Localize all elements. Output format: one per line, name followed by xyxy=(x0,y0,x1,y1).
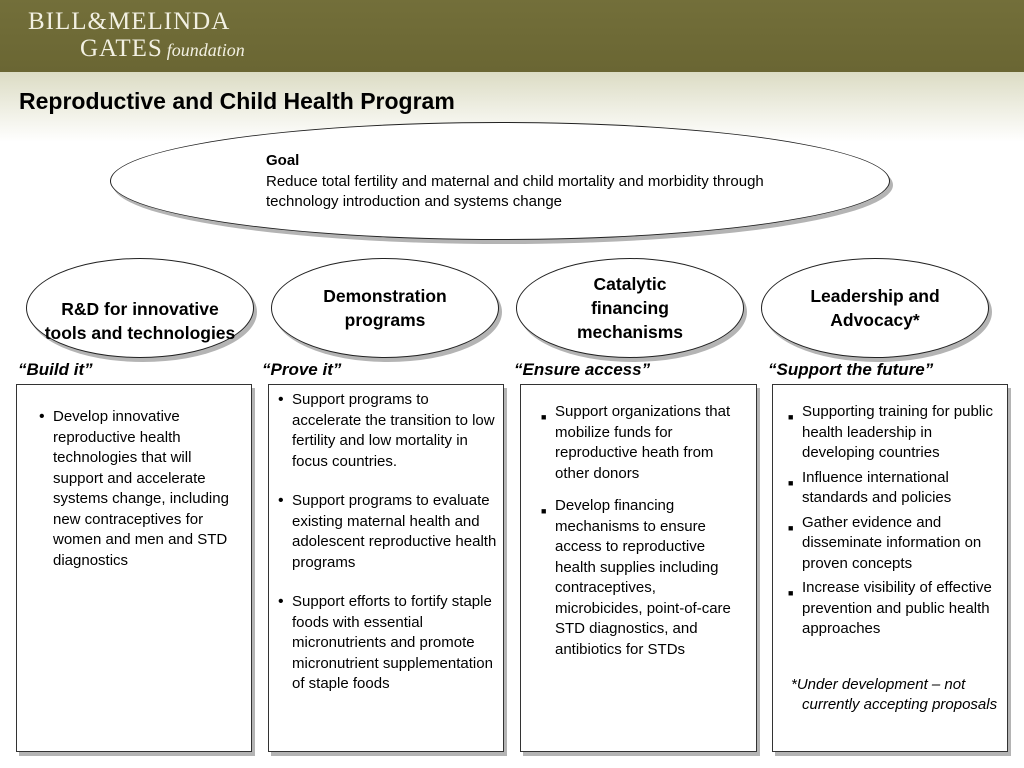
list-item-text: Support programs to evaluate existing maternal health and adolescent reproductive health programs xyxy=(292,492,497,571)
pillar-label-demonstration xyxy=(271,258,499,358)
pillar-label-rd: R&D for innovative tools and technologies xyxy=(44,299,236,343)
page-title: Reproductive and Child Health Program xyxy=(19,88,455,114)
list-item xyxy=(541,402,747,484)
list-item-text: Support organizations that mobilize funds for reproductive heath from other donors xyxy=(555,403,731,482)
list-item-text: Supporting training for public health leadership in developing countries xyxy=(802,403,993,461)
bullet-square-icon: ■ xyxy=(788,522,794,533)
pillar-label-financing xyxy=(516,258,744,358)
column-text-rd xyxy=(39,407,239,571)
column-text-financing xyxy=(541,402,747,660)
logo-line2 xyxy=(80,35,245,63)
pillar-label-financing-text: Catalytic financing mechanisms xyxy=(576,274,684,342)
column-text-leadership xyxy=(788,402,1002,716)
bullet-dot-icon: • xyxy=(278,492,284,509)
list-item xyxy=(278,390,502,472)
bullet-square-icon: ■ xyxy=(788,477,794,488)
list-item xyxy=(788,513,1002,575)
list-item-text: Develop financing mechanisms to ensure access to reproductive health supplies including contraceptives, microbicides, point-of-care STD diagnostics, and antibiotics for STDs xyxy=(555,497,731,658)
list-item-text: Support efforts to fortify staple foods with essential micronutrients and promote micronutrient supplementation of staple foods xyxy=(292,593,493,692)
bullet-dot-icon: • xyxy=(39,408,45,425)
bullet-square-icon: ■ xyxy=(788,588,794,598)
logo-line1: BILL&MELINDA xyxy=(28,8,231,35)
list-item xyxy=(278,491,502,573)
list-item-text: Influence international standards and policies xyxy=(802,468,952,506)
list-item-text: Support programs to accelerate the transition to low fertility and low mortality in focus countries. xyxy=(292,391,495,470)
goal-description: Reduce total fertility and maternal and child mortality and morbidity through technology introduction and systems change xyxy=(266,172,764,210)
list-item-text: Increase visibility of effective prevention and public health approaches xyxy=(802,579,992,637)
pillar-label-demonstration-text: Demonstration programs xyxy=(323,286,447,330)
bullet-square-icon: ■ xyxy=(541,412,547,422)
tagline-ensure-access: “Ensure access” xyxy=(514,360,651,379)
foundation-logo xyxy=(28,8,245,62)
under-development-note: *Under development – not currently accepting proposals xyxy=(791,675,998,713)
list-item xyxy=(788,578,1002,640)
pillar-label-leadership-text: Leadership and Advocacy* xyxy=(810,286,940,330)
tagline-build-it: “Build it” xyxy=(18,360,93,379)
list-item xyxy=(788,468,1002,509)
pillar-label-leadership xyxy=(761,258,989,358)
column-text-demonstration xyxy=(278,390,502,695)
list-item xyxy=(788,402,1002,464)
bullet-dot-icon: • xyxy=(278,593,284,610)
goal-text-block xyxy=(266,151,766,213)
logo-foundation: foundation xyxy=(166,40,245,60)
bullet-square-icon: ■ xyxy=(788,412,794,422)
list-item-text: Develop innovative reproductive health technologies that will support and accelerate systems change, including new contraceptives for women and men and STD diagnostics xyxy=(53,408,229,569)
list-item xyxy=(278,592,502,695)
tagline-support-future: “Support the future” xyxy=(768,360,934,379)
bullet-square-icon: ■ xyxy=(541,506,547,516)
logo-gates: GATES xyxy=(80,35,163,62)
list-item xyxy=(541,496,747,660)
tagline-prove-it: “Prove it” xyxy=(262,360,342,379)
goal-label: Goal xyxy=(266,152,300,169)
list-item-text: Gather evidence and disseminate information on proven concepts xyxy=(802,513,982,572)
list-item xyxy=(39,407,239,571)
bullet-dot-icon: • xyxy=(278,391,284,408)
